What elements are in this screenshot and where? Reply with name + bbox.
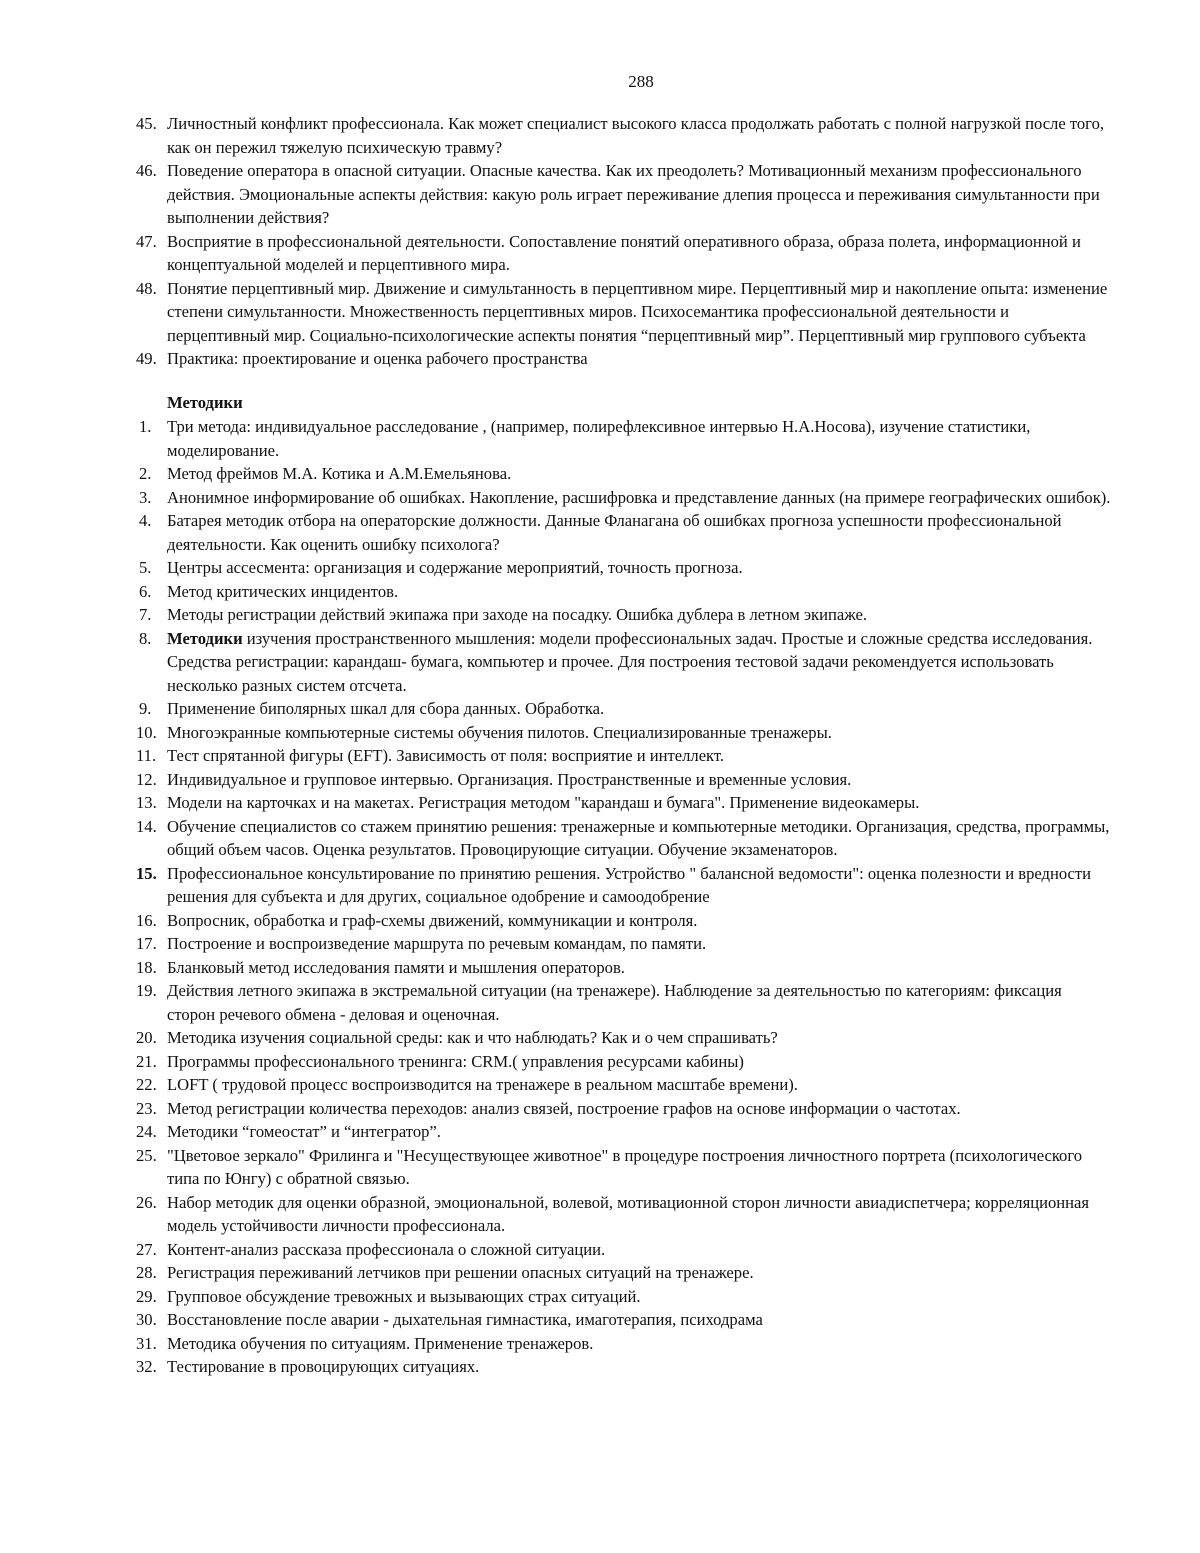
methods-list xyxy=(136,415,1111,1379)
method-item-text: Набор методик для оценки образной, эмоциональной, волевой, мотивационной сторон личности авиадиспетчера; корреляционная модель устойчивости личности профессионала. xyxy=(167,1192,1090,1235)
method-item-text: Методики “гомеостат” и “интегратор”. xyxy=(167,1122,441,1141)
method-item-text: Построение и воспроизведение маршрута по речевым командам, по памяти. xyxy=(167,934,707,953)
method-item-number: 25. xyxy=(136,1145,157,1165)
method-item xyxy=(136,1285,1111,1309)
method-item xyxy=(136,1120,1111,1144)
method-item-text: Действия летного экипажа в экстремальной ситуации (на тренажере). Наблюдение за деятельностью по категориям: фиксация сторон речевого обмена - деловая и оценочная. xyxy=(167,981,1062,1024)
method-item xyxy=(136,791,1111,815)
method-item xyxy=(136,697,1111,721)
method-item xyxy=(136,1073,1111,1097)
question-item-number: 47. xyxy=(136,231,157,251)
method-item xyxy=(136,1308,1111,1332)
method-item xyxy=(136,1261,1111,1285)
method-item-number: 2. xyxy=(139,464,152,483)
method-item-text: Профессиональное консультирование по принятию решения. Устройство " балансной ведомости": оценка полезности и вредности решения для субъекта и для других, социальное одобрение и самоодобрение xyxy=(167,863,1092,906)
method-item-text: Метод фреймов М.А. Котика и А.М.Емельянова. xyxy=(167,464,512,483)
method-item-number: 32. xyxy=(136,1357,157,1376)
question-item xyxy=(136,230,1111,277)
method-item-text: Методика изучения социальной среды: как и что наблюдать? Как и о чем спрашивать? xyxy=(167,1028,778,1047)
question-item-text: Восприятие в профессиональной деятельности. Сопоставление понятий оперативного образа, образа полета, информационной и концептуальной моделей и перцептивного мира. xyxy=(167,231,1081,274)
method-item xyxy=(136,1332,1111,1356)
question-item-number: 48. xyxy=(136,278,157,298)
method-item xyxy=(136,415,1111,462)
method-item xyxy=(136,556,1111,580)
method-item-text: Методика обучения по ситуациям. Применение тренажеров. xyxy=(167,1333,594,1353)
method-item-text: Метод регистрации количества переходов: анализ связей, построение графов на основе информации о частотах. xyxy=(167,1098,961,1118)
method-item xyxy=(136,603,1111,627)
method-item-text: Тест спрятанной фигуры (EFT). Зависимость от поля: восприятие и интеллект. xyxy=(167,746,725,765)
method-item-number: 8. xyxy=(139,628,152,648)
method-item-number: 10. xyxy=(136,722,157,742)
method-item xyxy=(136,1097,1111,1121)
method-item-text: Программы профессионального тренинга: CRM.( управления ресурсами кабины) xyxy=(167,1051,744,1071)
method-item-number: 19. xyxy=(136,981,157,1000)
page-number: 288 xyxy=(628,72,654,91)
method-item-number: 9. xyxy=(139,699,152,718)
method-item-number: 5. xyxy=(139,558,152,577)
method-item-text: Регистрация переживаний летчиков при решении опасных ситуаций на тренажере. xyxy=(167,1263,754,1282)
method-item xyxy=(136,462,1111,486)
method-item-number: 23. xyxy=(136,1098,157,1118)
method-item-text: Применение биполярных шкал для сбора данных. Обработка. xyxy=(167,699,605,718)
question-item xyxy=(136,347,1111,371)
method-item-text: Групповое обсуждение тревожных и вызывающих страх ситуаций. xyxy=(167,1286,641,1306)
method-item-text: Вопросник, обработка и граф-схемы движений, коммуникации и контроля. xyxy=(167,910,698,930)
question-item xyxy=(136,159,1111,230)
method-item-text: Три метода: индивидуальное расследование , (например, полирефлексивное интервью Н.А.Носова), изучение статистики, моделирование. xyxy=(167,417,1031,460)
method-item-text: Методы регистрации действий экипажа при заходе на посадку. Ошибка дублера в летном экипаже. xyxy=(167,605,868,624)
method-item-number: 3. xyxy=(139,487,152,507)
method-item-number: 27. xyxy=(136,1239,157,1259)
method-item-text: Батарея методик отбора на операторские должности. Данные Фланагана об ошибках прогноза успешности профессиональной деятельности. Как оценить ошибку психолога? xyxy=(167,511,1062,554)
method-item-number: 17. xyxy=(136,934,157,953)
question-item-number: 49. xyxy=(136,349,157,368)
question-item xyxy=(136,277,1111,348)
method-item-lead: Методики xyxy=(167,628,243,648)
question-item-text: Личностный конфликт профессионала. Как может специалист высокого класса продолжать работать с полной нагрузкой после того, как он пережил тяжелую психическую травму? xyxy=(167,114,1105,157)
method-item-text: Индивидуальное и групповое интервью. Организация. Пространственные и временные условия. xyxy=(167,769,852,789)
method-item-number: 28. xyxy=(136,1263,157,1282)
page-content xyxy=(136,112,1111,1379)
method-item xyxy=(136,1191,1111,1238)
method-item-number: 4. xyxy=(139,511,152,530)
method-item xyxy=(136,509,1111,556)
method-item xyxy=(136,721,1111,745)
method-item-text: Тестирование в провоцирующих ситуациях. xyxy=(167,1357,480,1376)
method-item-text: LOFT ( трудовой процесс воспроизводится на тренажере в реальном масштабе времени). xyxy=(167,1075,798,1094)
method-item-number: 7. xyxy=(139,605,152,624)
method-item xyxy=(136,580,1111,604)
method-item-number: 15. xyxy=(136,863,157,883)
method-item xyxy=(136,1355,1111,1379)
method-item-text: Метод критических инцидентов. xyxy=(167,581,399,601)
method-item-number: 30. xyxy=(136,1310,157,1329)
method-item xyxy=(136,1050,1111,1074)
method-item xyxy=(136,627,1111,698)
method-item-text: Модели на карточках и на макетах. Регистрация методом "карандаш и бумага". Применение видеокамеры. xyxy=(167,793,920,812)
method-item xyxy=(136,744,1111,768)
method-item xyxy=(136,1026,1111,1050)
method-item-number: 29. xyxy=(136,1286,157,1306)
method-item-text: Бланковый метод исследования памяти и мышления операторов. xyxy=(167,957,625,977)
question-item-number: 45. xyxy=(136,114,157,133)
question-item xyxy=(136,112,1111,159)
method-item xyxy=(136,862,1111,909)
method-item-number: 13. xyxy=(136,793,157,812)
method-item-text: Центры ассесмента: организация и содержание мероприятий, точность прогноза. xyxy=(167,558,743,577)
method-item-number: 26. xyxy=(136,1192,157,1212)
method-item-number: 20. xyxy=(136,1028,157,1047)
method-item xyxy=(136,1144,1111,1191)
method-item xyxy=(136,768,1111,792)
method-item-text: Обучение специалистов со стажем принятию решения: тренажерные и компьютерные методики. Организация, средства, программы, общий объем часов. Оценка результатов. Провоцирующие ситуации. Обучение экзаменаторов. xyxy=(167,816,1110,859)
method-item-number: 24. xyxy=(136,1122,157,1141)
method-item xyxy=(136,932,1111,956)
method-item-number: 22. xyxy=(136,1075,157,1094)
method-item-text: Многоэкранные компьютерные системы обучения пилотов. Специализированные тренажеры. xyxy=(167,722,832,742)
method-item-text: Восстановление после аварии - дыхательная гимнастика, имаготерапия, психодрама xyxy=(167,1310,763,1329)
method-item-text xyxy=(167,627,1111,698)
question-item-text: Практика: проектирование и оценка рабочего пространства xyxy=(167,349,588,368)
method-item xyxy=(136,909,1111,933)
question-item-text: Поведение оператора в опасной ситуации. Опасные качества. Как их преодолеть? Мотивационный механизм профессионального действия. Эмоциональные аспекты действия: какую роль играет переживание длепия процесса и переживания симультанности при выполнении действия? xyxy=(167,161,1100,227)
method-item-text: Анонимное информирование об ошибках. Накопление, расшифровка и представление данных (на примере географических ошибок). xyxy=(167,487,1111,507)
method-item xyxy=(136,486,1111,510)
method-item xyxy=(136,979,1111,1026)
method-item-number: 12. xyxy=(136,769,157,789)
method-item-number: 1. xyxy=(139,417,152,436)
method-item-number: 6. xyxy=(139,581,152,601)
method-item-number: 18. xyxy=(136,957,157,977)
method-item-number: 14. xyxy=(136,816,157,836)
method-item xyxy=(136,815,1111,862)
questions-list xyxy=(136,112,1111,371)
method-item-number: 11. xyxy=(136,746,157,765)
question-item-number: 46. xyxy=(136,161,157,180)
method-item-number: 16. xyxy=(136,910,157,930)
method-item-number: 31. xyxy=(136,1333,157,1353)
question-item-text: Понятие перцептивный мир. Движение и симультанность в перцептивном мире. Перцептивный мир и накопление опыта: изменение степени симультанности. Множественность перцептивных миров. Психосемантика профессиональной деятельности и перцептивный мир. Социально-психологические аспекты понятия “перцептивный мир”. Перцептивный мир группового субъекта xyxy=(167,278,1108,345)
section-title-methods: Методики xyxy=(167,392,243,412)
method-item-number: 21. xyxy=(136,1051,157,1071)
method-item-rest: изучения пространственного мышления: модели профессиональных задач. Простые и сложные средства исследования. Средства регистрации: карандаш- бумага, компьютер и прочее. Для построения тестовой задачи рекомендуется использовать несколько разных систем отсчета. xyxy=(167,628,1093,695)
method-item-text: "Цветовое зеркало" Фрилинга и "Несуществующее животное" в процедуре построения личностного портрета (психологического типа по Юнгу) с обратной связью. xyxy=(167,1145,1083,1188)
method-item xyxy=(136,1238,1111,1262)
method-item-text: Контент-анализ рассказа профессионала о сложной ситуации. xyxy=(167,1239,606,1259)
method-item xyxy=(136,956,1111,980)
